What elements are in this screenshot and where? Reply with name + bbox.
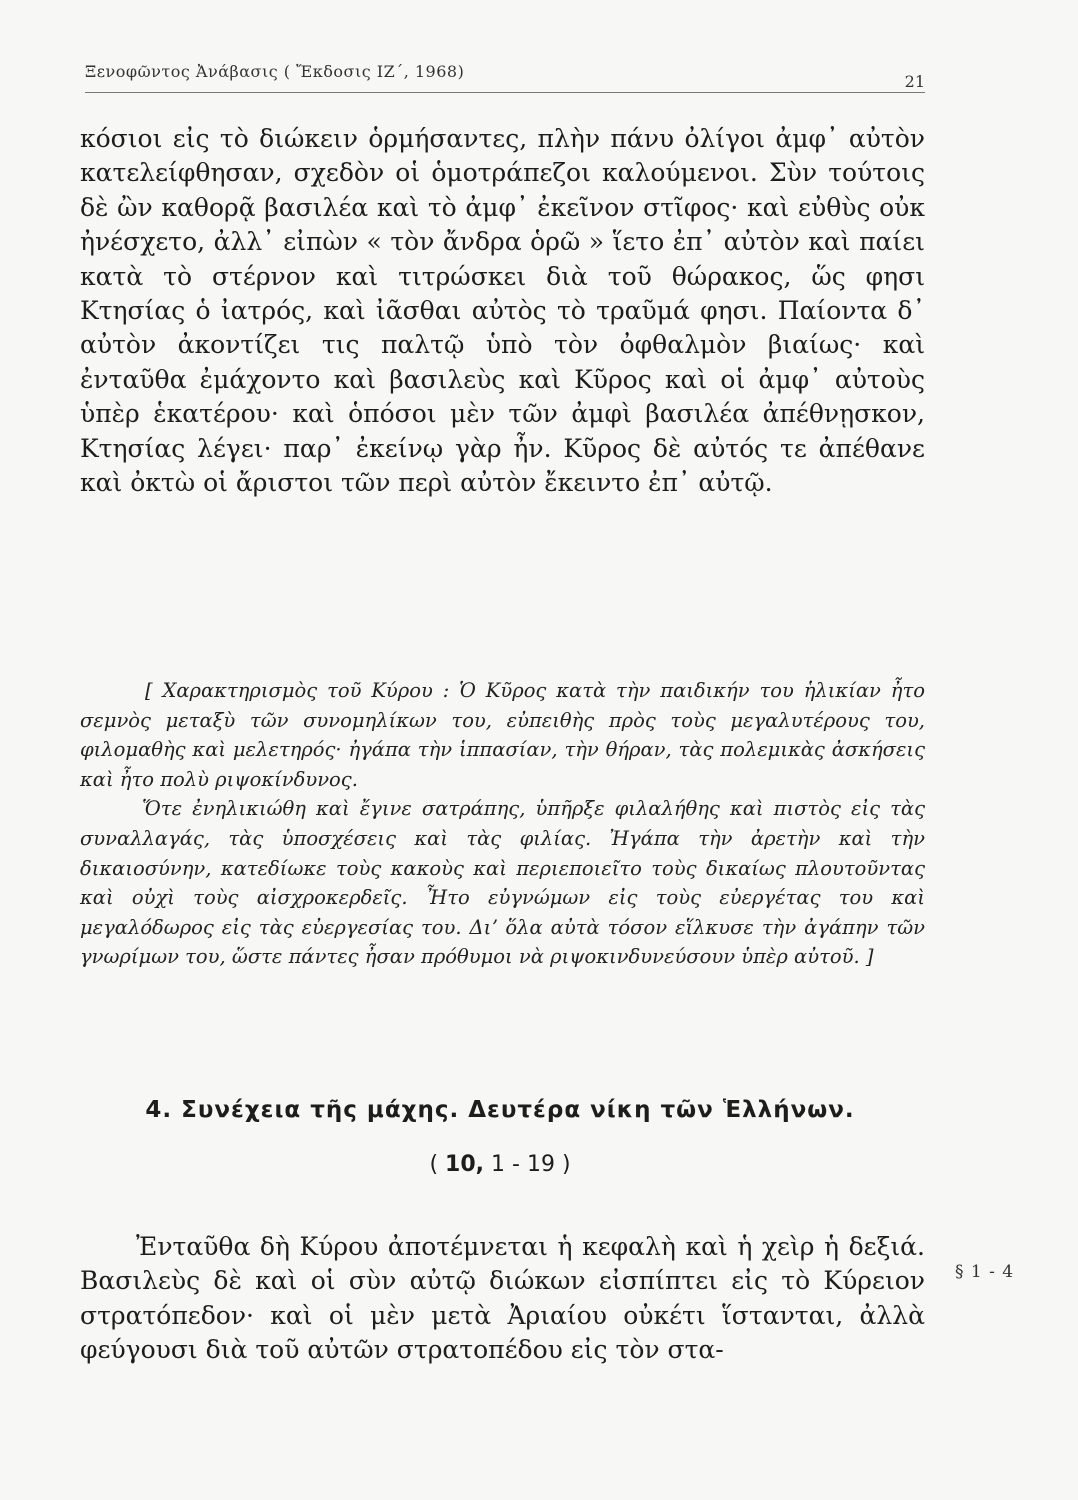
running-title: Ξενοφῶντος Ἀνάβασις ( Ἔκδοσις ΙΖ΄, 1968)	[85, 62, 465, 81]
note-paragraph-2: Ὅτε ἐνηλικιώθη καὶ ἔγινε σατράπης, ὑπῆρξε φιλαλήθης καὶ πιστὸς εἰς τὰς συναλλαγάς, τὰς ὑποσχέσεις καὶ τὰς φιλίας. Ἠγάπα τὴν ἀρετὴν καὶ τὴν δικαιοσύνην, κατεδίωκε τοὺς κακοὺς καὶ περιεποιεῖτο τοὺς δικαίως πλουτοῦντας καὶ οὐχὶ τοὺς αἰσχροκερδεῖς. Ἦτο εὐγνώμων εἰς τοὺς εὐεργέτας του καὶ μεγαλόδωρος εἰς τὰς εὐεργεσίας του. Διʼ ὅλα αὐτὰ τόσον εἵλκυσε τὴν ἀγάπην τῶν γνωρίμων του, ὥστε πάντες ἦσαν πρόθυμοι νὰ ριψοκινδυνεύσουν ὑπὲρ αὐτοῦ. ]	[80, 797, 925, 969]
note-paragraph-1: [ Χαρακτηρισμὸς τοῦ Κύρου : Ὁ Κῦρος κατὰ τὴν παιδικήν του ἡλικίαν ἦτο σεμνὸς μεταξὺ τῶν συνομηλίκων του, εὐπειθὴς πρὸς τοὺς μεγαλυτέρους του, φιλομαθὴς καὶ μελετηρός· ἠγάπα τὴν ἱππασίαν, τὴν θήραν, τὰς πολεμικὰς ἀσκήσεις καὶ ἦτο πολὺ ριψοκίνδυνος.	[80, 679, 925, 791]
main-text-paragraph: κόσιοι εἰς τὸ διώκειν ὁρμήσαντες, πλὴν πάνυ ὀλίγοι ἀμφ᾽ αὐτὸν κατελείφθησαν, σχεδὸν οἱ ὁμοτράπεζοι καλούμενοι. Σὺν τούτοις δὲ ὢν καθορᾷ βασιλέα καὶ τὸ ἀμφ᾽ ἐκεῖνον στῖφος· καὶ εὐθὺς οὐκ ἠνέσχετο, ἀλλ᾽ εἰπὼν « τὸν ἄνδρα ὁρῶ » ἵετο ἐπ᾽ αὐτὸν καὶ παίει κατὰ τὸ στέρνον καὶ τιτρώσκει διὰ τοῦ θώρακος, ὥς φησι Κτησίας ὁ ἰατρός, καὶ ἰᾶσθαι αὐτὸς τὸ τραῦμά φησι. Παίοντα δ᾽ αὐτὸν ἀκοντίζει τις παλτῷ ὑπὸ τὸν ὀφθαλμὸν βιαίως· καὶ ἐνταῦθα ἐμάχοντο καὶ βασιλεὺς καὶ Κῦρος καὶ οἱ ἀμφ᾽ αὐτοὺς ὑπὲρ ἑκατέρου· καὶ ὁπόσοι μὲν τῶν ἀμφὶ βασιλέα ἀπέθνῃσκον, Κτησίας λέγει· παρ᾽ ἐκείνῳ γὰρ ἦν. Κῦρος δὲ αὐτός τε ἀπέθανε καὶ ὀκτὼ οἱ ἄριστοι τῶν περὶ αὐτὸν ἔκειντο ἐπ᾽ αὐτῷ.	[80, 124, 925, 498]
section-reference	[100, 1152, 900, 1177]
section-text-paragraph: Ἐνταῦθα δὴ Κύρου ἀποτέμνεται ἡ κεφαλὴ καὶ ἡ χεὶρ ἡ δεξιά. Βασιλεὺς δὲ καὶ οἱ σὺν αὐτῷ διώκων εἰσπίπτει εἰς τὸ Κύρειον στρατόπεδον· καὶ οἱ μὲν μετὰ Ἀριαίου οὐκέτι ἵστανται, ἀλλὰ φεύγουσι διὰ τοῦ αὐτῶν στρατοπέδου εἰς τὸν στα-	[80, 1232, 925, 1365]
page-number: 21	[904, 72, 925, 91]
running-header	[85, 62, 925, 93]
section-ref-range: 1 - 19 )	[491, 1152, 571, 1177]
section-ref-open: (	[429, 1152, 439, 1177]
margin-reference: § 1 - 4	[955, 1262, 1015, 1282]
section-heading: 4. Συνέχεια τῆς μάχης. Δευτέρα νίκη τῶν Ἑλλήνων.	[145, 1097, 855, 1123]
section-ref-chapter: 10,	[445, 1152, 485, 1177]
character-note	[80, 676, 925, 972]
